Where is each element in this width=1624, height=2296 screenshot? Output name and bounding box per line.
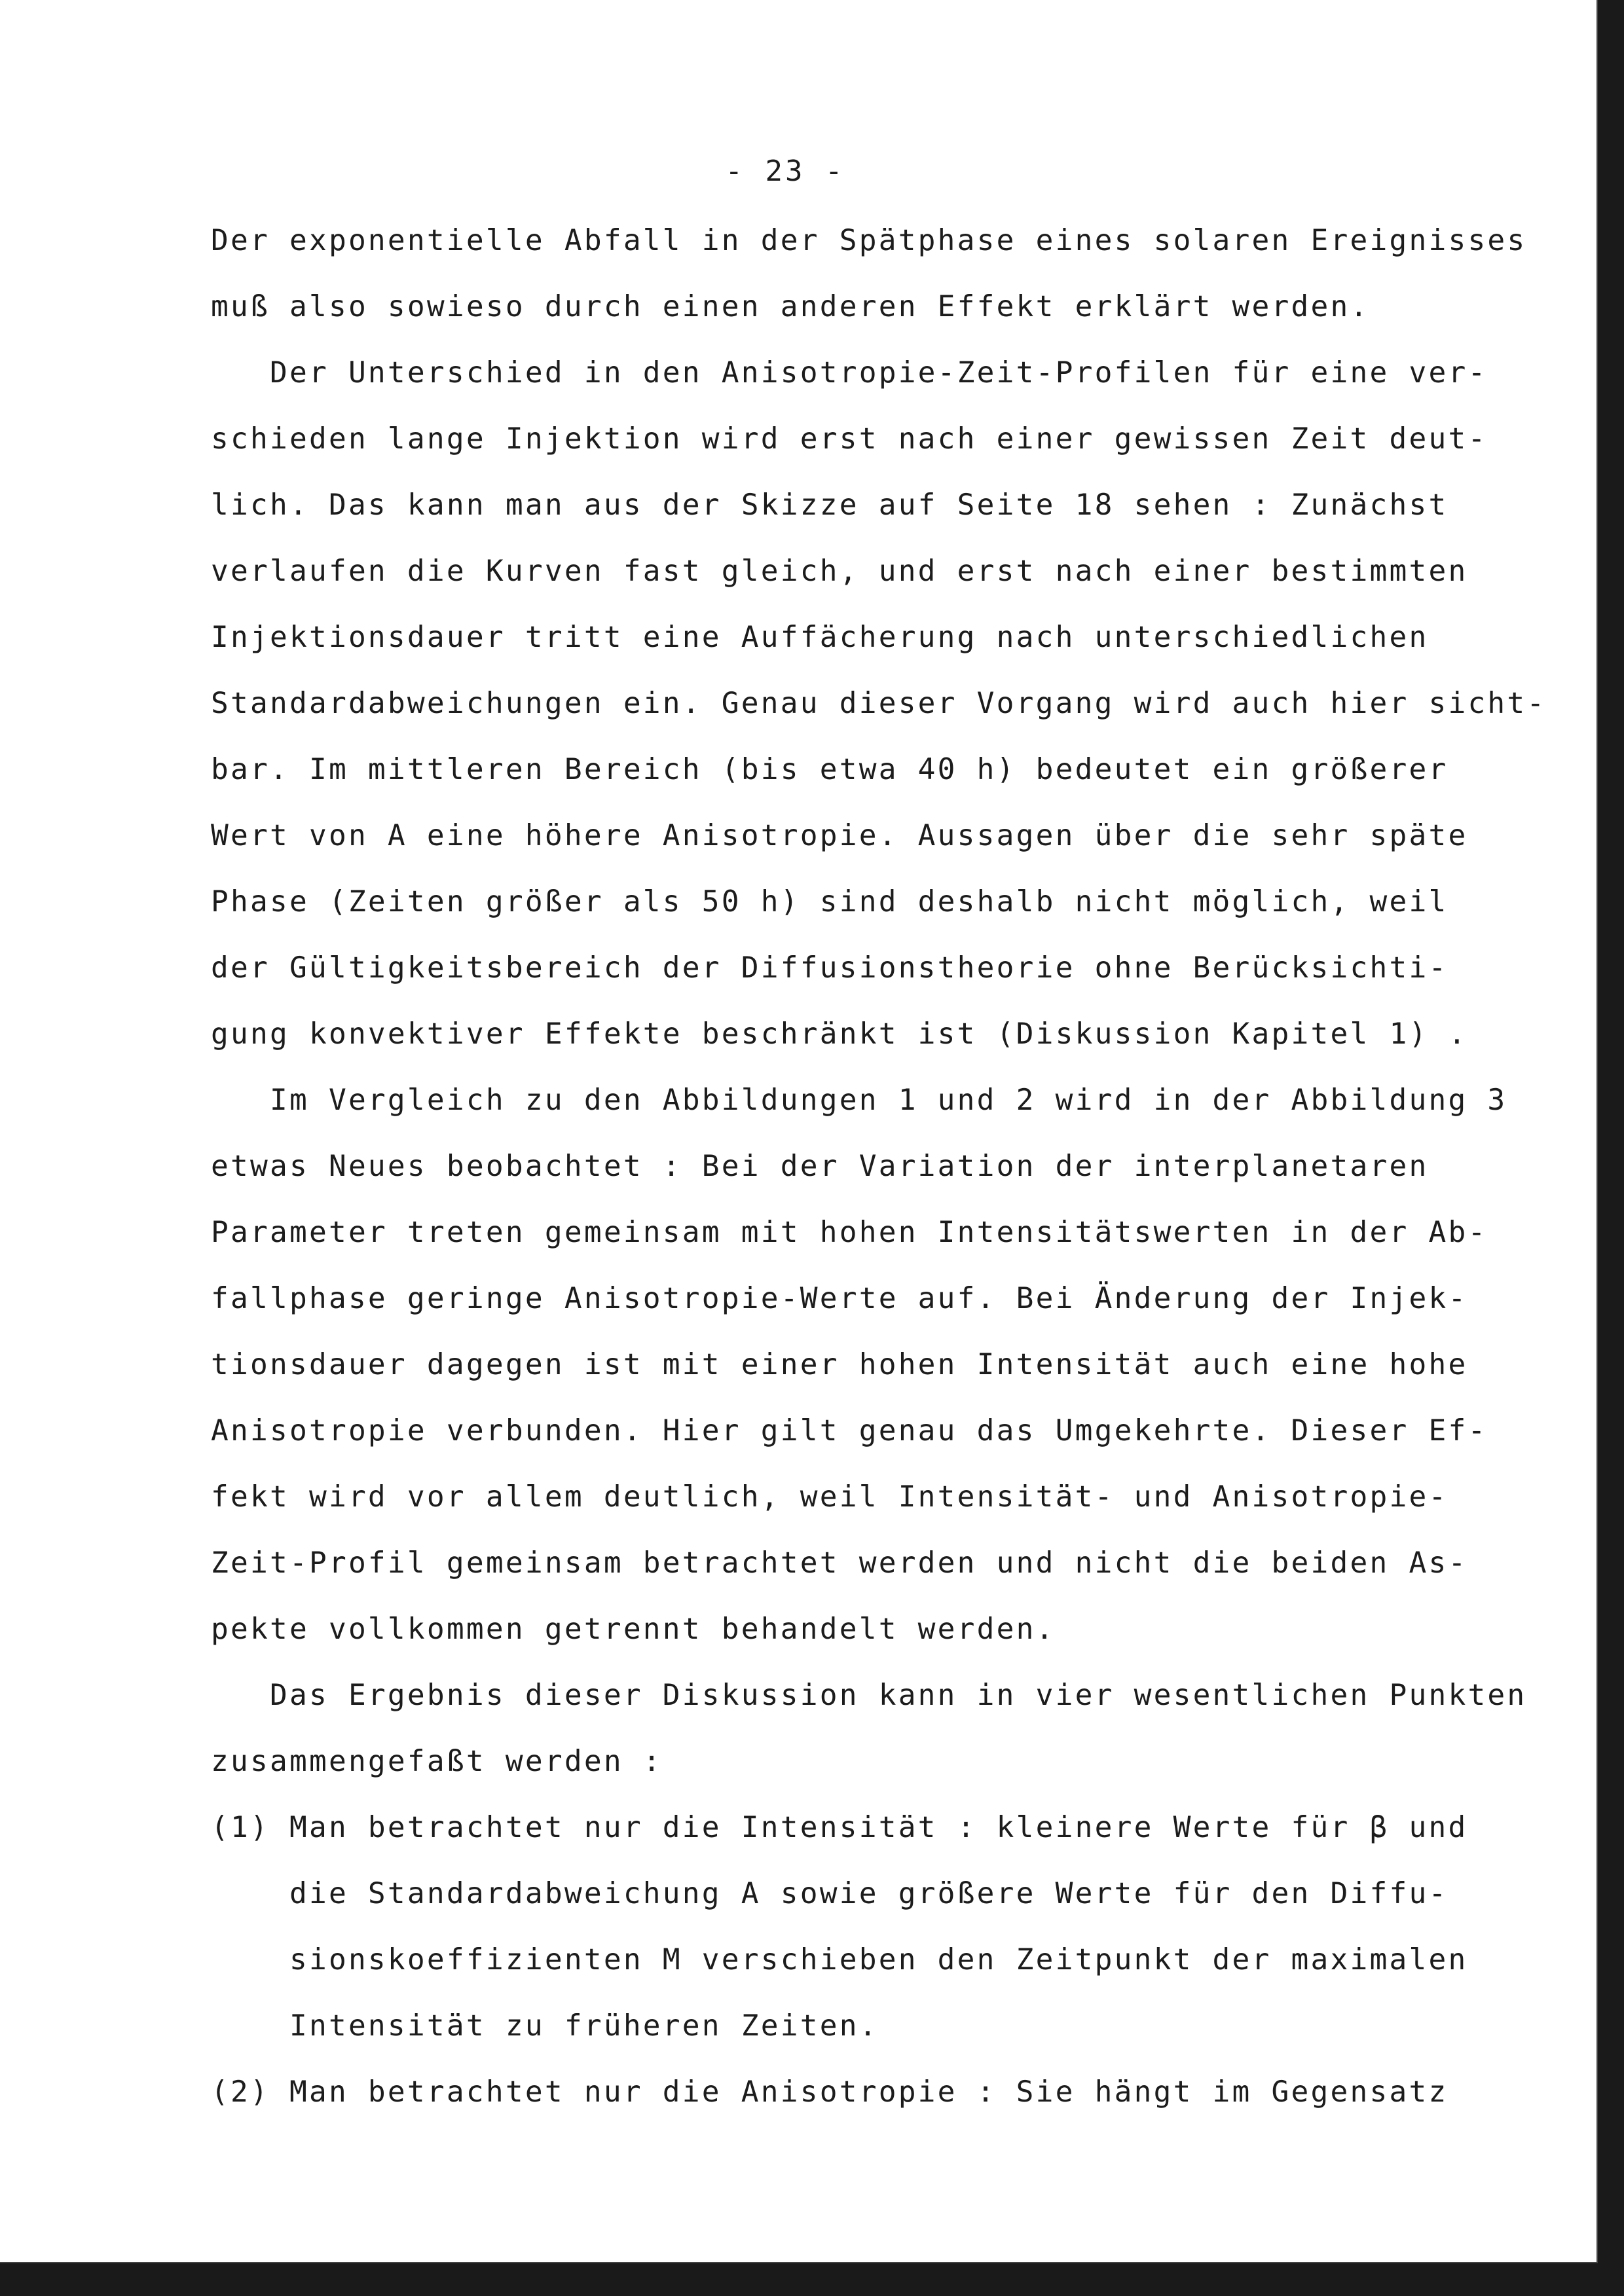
text-line: Im Vergleich zu den Abbildungen 1 und 2 wird in der Abbildung 3 — [211, 1084, 1507, 1117]
text-line: Der Unterschied in den Anisotropie-Zeit-Profilen für eine ver- — [211, 356, 1488, 390]
text-line: zusammengefaßt werden : — [211, 1745, 663, 1778]
list-item-line: (1) Man betrachtet nur die Intensität : kleinere Werte für β und — [211, 1811, 1468, 1844]
text-line: Anisotropie verbunden. Hier gilt genau das Umgekehrte. Dieser Ef- — [211, 1414, 1488, 1448]
text-line: verlaufen die Kurven fast gleich, und erst nach einer bestimmten — [211, 555, 1468, 588]
text-line: muß also sowieso durch einen anderen Effekt erklärt werden. — [211, 290, 1370, 323]
text-line: fekt wird vor allem deutlich, weil Intensität- und Anisotropie- — [211, 1480, 1449, 1514]
text-line: Standardabweichungen ein. Genau dieser Vorgang wird auch hier sicht- — [211, 687, 1547, 720]
text-line: Der exponentielle Abfall in der Spätphase eines solaren Ereignisses — [211, 224, 1527, 257]
text-line: Zeit-Profil gemeinsam betrachtet werden und nicht die beiden As- — [211, 1546, 1468, 1580]
text-line: Parameter treten gemeinsam mit hohen Intensitätswerten in der Ab- — [211, 1216, 1488, 1249]
text-line: lich. Das kann man aus der Skizze auf Seite 18 sehen : Zunächst — [211, 488, 1449, 522]
text-line: pekte vollkommen getrennt behandelt werden. — [211, 1613, 1056, 1646]
text-line: der Gültigkeitsbereich der Diffusionstheorie ohne Berücksichti- — [211, 951, 1449, 985]
list-item-line: Intensität zu früheren Zeiten. — [211, 2009, 879, 2043]
text-line: Phase (Zeiten größer als 50 h) sind deshalb nicht möglich, weil — [211, 885, 1449, 919]
list-item-line: sionskoeffizienten M verschieben den Zeitpunkt der maximalen — [211, 1943, 1468, 1977]
text-line: schieden lange Injektion wird erst nach einer gewissen Zeit deut- — [211, 422, 1488, 456]
list-item-line: (2) Man betrachtet nur die Anisotropie : Sie hängt im Gegensatz — [211, 2075, 1449, 2109]
page-number: - 23 - — [725, 155, 845, 188]
text-line: Das Ergebnis dieser Diskussion kann in vier wesentlichen Punkten — [211, 1679, 1527, 1712]
text-line: bar. Im mittleren Bereich (bis etwa 40 h) bedeutet ein größerer — [211, 753, 1449, 786]
text-line: tionsdauer dagegen ist mit einer hohen Intensität auch eine hohe — [211, 1348, 1468, 1381]
text-line: gung konvektiver Effekte beschränkt ist (Diskussion Kapitel 1) . — [211, 1017, 1468, 1051]
text-line: fallphase geringe Anisotropie-Werte auf. Bei Änderung der Injek- — [211, 1282, 1468, 1315]
text-line: Injektionsdauer tritt eine Auffächerung nach unterschiedlichen — [211, 621, 1429, 654]
list-item-line: die Standardabweichung A sowie größere Werte für den Diffu- — [211, 1877, 1449, 1910]
text-line: etwas Neues beobachtet : Bei der Variation der interplanetaren — [211, 1150, 1429, 1183]
text-line: Wert von A eine höhere Anisotropie. Aussagen über die sehr späte — [211, 819, 1468, 852]
